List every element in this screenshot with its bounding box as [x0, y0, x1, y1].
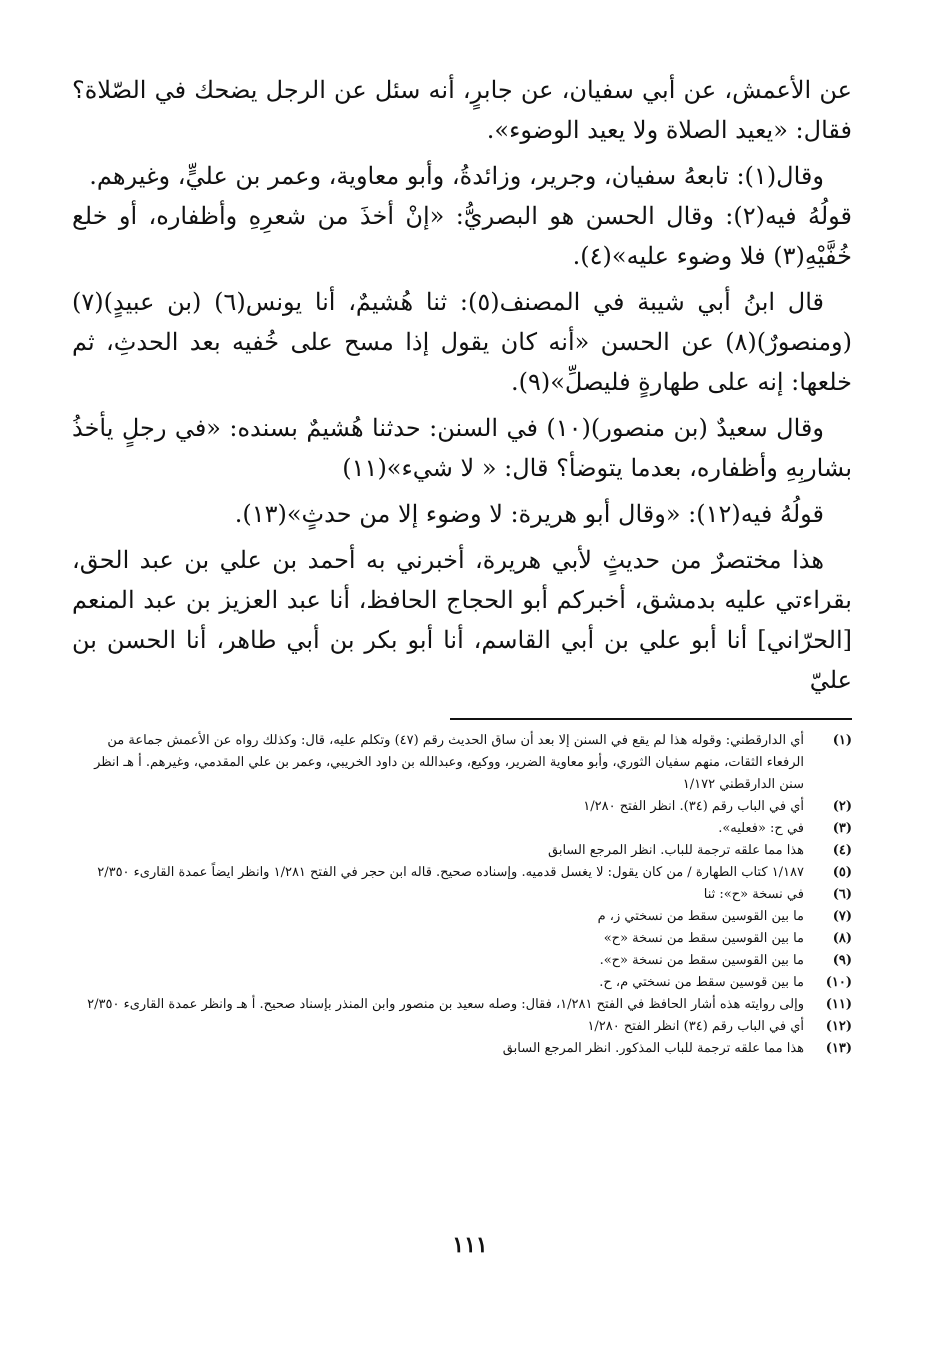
- footnote-12: [72, 1016, 852, 1038]
- footnote-text: ما بين القوسين سقط من نسختي ز، م: [597, 909, 804, 924]
- main-text: [72, 70, 852, 700]
- footnote-8: [72, 928, 852, 950]
- footnote-1: [72, 730, 852, 796]
- footnote-3: [72, 818, 852, 840]
- footnote-number: (١١): [825, 997, 852, 1012]
- footnote-7: [72, 906, 852, 928]
- footnote-text: في نسخة «ح»: ثنا: [703, 887, 804, 902]
- footnote-9: [72, 950, 852, 972]
- footnote-number: (٦): [832, 887, 852, 902]
- footnote-6: [72, 884, 852, 906]
- footnote-5: [72, 862, 852, 884]
- footnote-number: (٥): [832, 865, 852, 880]
- footnote-13: [72, 1038, 852, 1060]
- footnote-text: أي الدارقطني: وقوله هذا لم يقع في السنن إلا بعد أن ساق الحديث رقم (٤٧) وتكلم عليه، قال: وكذلك رواه عن الأعمش جماعة من الرفعاء الثقات، منهم سفيان الثوري، وأبو معاوية الضرير، ووكيع، وعبدالله بن داود الخريبي، وعمر بن علي المقدمي، وغيرهم. أ هـ انظر سنن الدارقطني ١/١٧٢: [94, 733, 804, 792]
- footnote-text: ١/١٨٧ كتاب الطهارة / من كان يقول: لا يغسل قدميه. وإسناده صحيح. قاله ابن حجر في الفتح ١/٢٨١ وانظر ايضاً عمدة القارىء ٢/٣٥٠: [97, 865, 804, 880]
- footnote-number: (٧): [832, 909, 852, 924]
- footnote-text: هذا مما علقه ترجمة للباب. انظر المرجع السابق: [548, 843, 804, 858]
- footnote-text: وإلى روايته هذه أشار الحافظ في الفتح ١/٢٨١، فقال: وصله سعيد بن منصور وابن المنذر بإسناد صحيح. أ هـ وانظر عمدة القارىء ٢/٣٥٠: [87, 997, 804, 1012]
- footnote-11: [72, 994, 852, 1016]
- footnote-4: [72, 840, 852, 862]
- footnote-number: (١٣): [825, 1041, 852, 1056]
- paragraph-2: وقال(١): تابعهُ سفيان، وجرير، وزائدةُ، وأبو معاوية، وعمر بن عليٍّ، وغيرهم.: [89, 162, 824, 190]
- footnote-text: هذا مما علقه ترجمة للباب المذكور. انظر المرجع السابق: [502, 1041, 804, 1056]
- footnote-number: (٢): [832, 799, 852, 814]
- paragraph-6: قولُهُ فيه(١٢): «وقال أبو هريرة: لا وضوء إلا من حدثٍ»(١٣).: [234, 500, 824, 528]
- footnote-text: ما بين قوسين سقط من نسختي م، ح.: [599, 975, 804, 990]
- footnote-number: (٨): [832, 931, 852, 946]
- footnotes: [72, 730, 852, 1060]
- footnote-number: (١٠): [825, 975, 852, 990]
- footnote-number: (٩): [832, 953, 852, 968]
- footnote-divider: [450, 718, 852, 720]
- paragraph-7: هذا مختصرٌ من حديثٍ لأبي هريرة، أخبرني به أحمد بن علي بن عبد الحق، بقراءتي عليه بدمشق، أخبركم أبو الحجاج الحافظ، أنا عبد العزيز بن عبد المنعم [الحرّاني] أنا أبو علي بن أبي القاسم، أنا أبو بكر بن أبي طاهر، أنا الحسن بن عليّ: [72, 546, 852, 694]
- footnote-text: في ح: «فعليه».: [718, 821, 804, 836]
- footnote-text: ما بين القوسين سقط من نسخة «ح».: [599, 953, 804, 968]
- footnote-number: (٤): [832, 843, 852, 858]
- footnote-10: [72, 972, 852, 994]
- paragraph-4: قال ابنُ أبي شيبة في المصنف(٥): ثنا هُشيمٌ، أنا يونس(٦) (بن عبيدٍ)(٧) (ومنصورٌ)(٨) عن الحسن «أنه كان يقول إذا مسح على خُفيه بعد الحدثِ، ثم خلعها: إنه على طهارةٍ فليصلِّ»(٩).: [72, 288, 852, 396]
- paragraph-5: وقال سعيدٌ (بن منصور)(١٠) في السنن: حدثنا هُشيمٌ بسنده: «في رجلٍ يأخذُ بشاربِهِ وأظفاره، بعدما يتوضأ؟ قال: « لا شيء»(١١): [72, 414, 852, 482]
- footnote-number: (١): [832, 733, 852, 748]
- footnote-text: أي في الباب رقم (٣٤) انظر الفتح ١/٢٨٠: [587, 1019, 804, 1034]
- paragraph-3: قولُهُ فيه(٢): وقال الحسن هو البصريُّ: «إنْ أخذَ من شعرِهِ وأظفاره، أو خلع خُفَّيْهِ(٣) فلا وضوء عليه»(٤).: [72, 202, 853, 270]
- footnote-number: (١٢): [825, 1019, 852, 1034]
- paragraph-1: عن الأعمش، عن أبي سفيان، عن جابرٍ، أنه سئل عن الرجل يضحك في الصّلاة؟ فقال: «يعيد الصلاة ولا يعيد الوضوء».: [72, 76, 852, 144]
- page-body: [72, 70, 852, 1060]
- footnote-number: (٣): [832, 821, 852, 836]
- page-number: ١١١: [452, 1232, 488, 1258]
- footnote-2: [72, 796, 852, 818]
- footnote-text: ما بين القوسين سقط من نسخة «ح»: [603, 931, 804, 946]
- footnote-text: أي في الباب رقم (٣٤). انظر الفتح ١/٢٨٠: [583, 799, 804, 814]
